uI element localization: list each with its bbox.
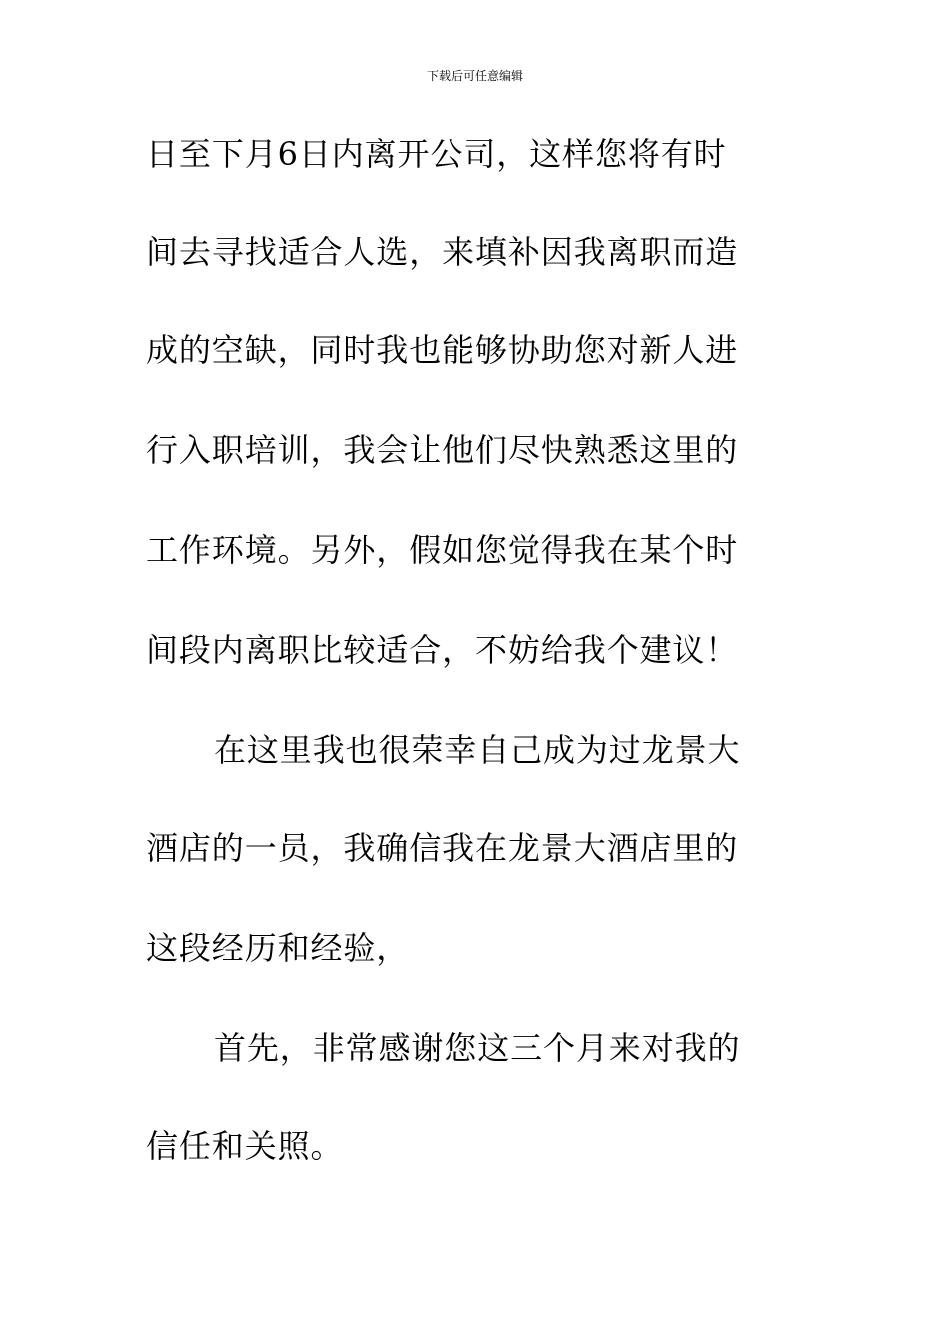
text-line: 信任和关照。 [146,1127,344,1165]
text-line: 间段内离职比较适合，不妨给我个建议！ [146,631,739,669]
text-line: 间去寻找适合人选，来填补因我离职而造 [146,233,739,271]
paragraph-start-line: 首先，非常感谢您这三个月来对我的 [214,1029,741,1067]
text-line: 酒店的一员，我确信我在龙景大酒店里的 [146,829,739,867]
text-line: 成的空缺，同时我也能够协助您对新人进 [146,331,739,369]
paragraph-start-line: 在这里我也很荣幸自己成为过龙景大 [214,731,741,769]
text-line: 这段经历和经验， [146,929,410,967]
text-line: 工作环境。另外，假如您觉得我在某个时 [146,531,739,569]
text-line: 行入职培训，我会让他们尽快熟悉这里的 [146,431,739,469]
page-header: 下载后可任意编辑 [426,69,523,83]
text-line: 日至下月6日内离开公司，这样您将有时 [146,135,727,173]
